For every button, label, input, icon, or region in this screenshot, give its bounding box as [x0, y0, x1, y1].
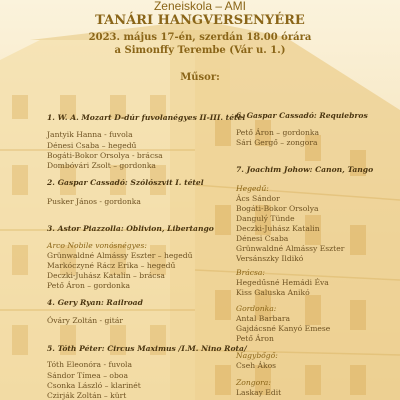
- performer: Bogáti-Bokor Orsolya - brácsa: [47, 151, 163, 160]
- performer: Deczki-Juhász Katalin – brácsa: [47, 271, 165, 280]
- performer: Csonka László – klarinét: [47, 381, 141, 390]
- program-item-2-title: 2. Gaspar Cassadó: Szólószvit I. tétel: [47, 178, 204, 187]
- program-item-6-title: 6. Gaspar Cassadó: Requiebros: [236, 111, 368, 120]
- performer: Gajdácsné Kanyó Emese: [236, 324, 331, 333]
- school-name: Zeneiskola – AMI: [153, 0, 247, 13]
- performer: Antal Barbara: [236, 314, 291, 323]
- performer: Dombóvári Zsolt – gordonka: [47, 161, 156, 170]
- program-label: Műsor:: [180, 72, 220, 83]
- performer: Kiss Galuska Anikó: [236, 288, 310, 297]
- section-label-piano: Zongora:: [236, 378, 271, 387]
- ensemble-name: Arco Nobile vonósnégyes:: [47, 241, 147, 250]
- section-label-double-bass: Nagybőgő:: [236, 351, 278, 360]
- performer: Óváry Zoltán - gitár: [47, 316, 124, 325]
- performer: Pető Áron – gordonka: [47, 281, 131, 290]
- concert-date: 2023. május 17-én, szerdán 18.00 órára: [88, 32, 312, 43]
- performer: Sári Gergő – zongora: [236, 138, 318, 147]
- section-label-violin: Hegedű:: [236, 184, 269, 193]
- performer: Deczki-Juhász Katalin: [236, 224, 320, 233]
- program-item-3-title: 3. Astor Piazzolla: Oblivion, Libertango: [47, 224, 214, 233]
- performer: Czirják Zoltán – kürt: [47, 391, 127, 400]
- performer: Bogáti-Bokor Orsolya: [236, 204, 319, 213]
- performer: Grünwaldné Almássy Eszter – hegedű: [47, 251, 193, 260]
- performer: Jantyik Hanna - fuvola: [47, 130, 133, 139]
- concert-title: TANÁRI HANGVERSENYÉRE: [95, 13, 305, 28]
- performer: Grünwaldné Almássy Eszter: [236, 244, 345, 253]
- performer: Pető Áron: [236, 334, 274, 343]
- performer: Dangulý Tünde: [236, 214, 295, 223]
- performer: Pusker János - gordonka: [47, 197, 141, 206]
- performer: Hegedűsné Hemádi Éva: [236, 278, 329, 287]
- performer: Cseh Ákos: [236, 361, 277, 370]
- program-item-5-title: 5. Tóth Péter: Circus Maximus /I.M. Nino Rota/: [47, 344, 247, 353]
- performer: Ács Sándor: [236, 194, 280, 203]
- performer: Versánszky Ildikó: [236, 254, 304, 263]
- section-label-viola: Brácsa:: [236, 268, 265, 277]
- program-item-1-title: 1. W. A. Mozart D-dúr fuvolanégyes II-III. tétel: [47, 113, 246, 122]
- performer: Laskay Edit: [236, 388, 282, 397]
- section-label-cello: Gordonka:: [236, 304, 277, 313]
- performer: Dénesi Csaba – hegedű: [47, 141, 137, 150]
- program-item-7-title: 7. Joachim Johow: Canon, Tango: [236, 165, 374, 174]
- performer: Sándor Tímea – oboa: [47, 371, 128, 380]
- performer: Pető Áron – gordonka: [236, 128, 320, 137]
- performer: Dénesi Csaba: [236, 234, 289, 243]
- concert-venue: a Simonffy Terembe (Vár u. 1.): [114, 45, 286, 56]
- performer: Markóczyné Rácz Erika – hegedű: [47, 261, 176, 270]
- performer: Tóth Eleonóra - fuvola: [47, 360, 132, 369]
- program-item-4-title: 4. Gery Ryan: Railroad: [47, 298, 143, 307]
